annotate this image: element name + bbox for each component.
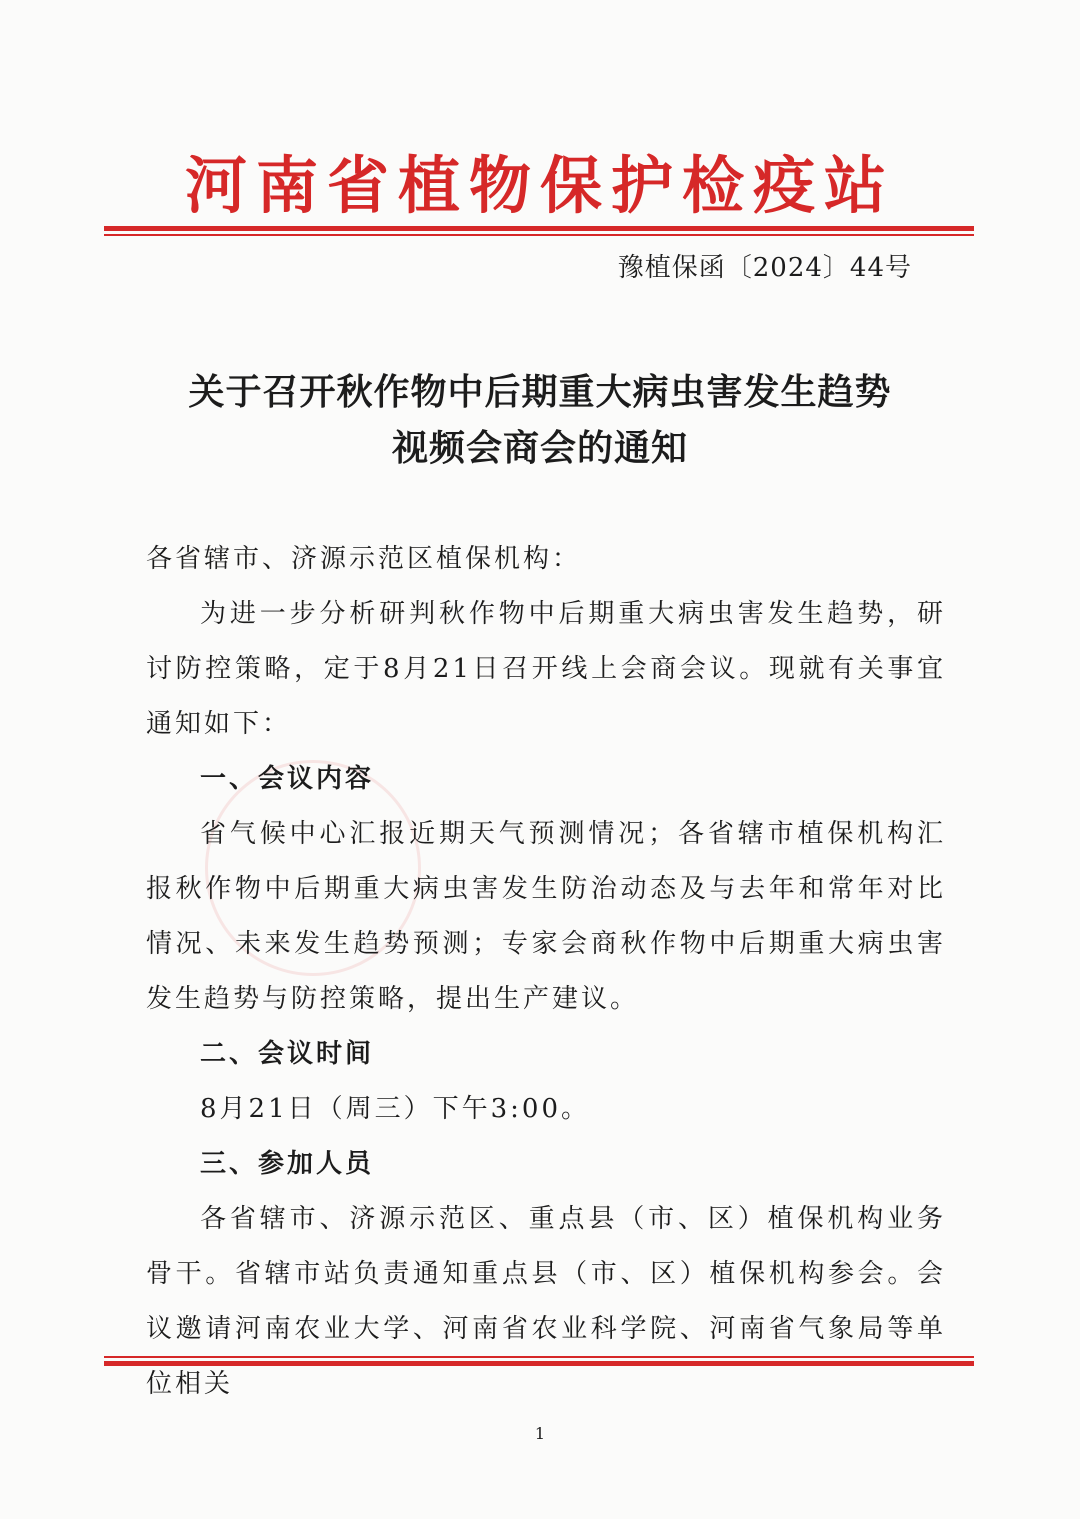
- section-heading-content: 一、会议内容: [200, 764, 375, 794]
- section-text-participants: 各省辖市、济源示范区、重点县（市、区）植保机构业务骨干。省辖市站负责通知重点县（市、区）植保机构参会。会议邀请河南农业大学、河南省农业科学院、河南省气象局等单位相关: [146, 1204, 946, 1399]
- page-number: 1: [534, 1424, 546, 1443]
- document-title-line-2: 视频会商会的通知: [391, 427, 688, 469]
- document-title-line-1: 关于召开秋作物中后期重大病虫害发生趋势: [188, 371, 892, 413]
- document-title: [100, 364, 980, 476]
- header-red-rule-thin: [104, 234, 974, 236]
- header-red-rule-thick: [104, 226, 974, 231]
- salutation: 各省辖市、济源示范区植保机构：: [146, 544, 582, 574]
- intro-paragraph: 为进一步分析研判秋作物中后期重大病虫害发生趋势，研讨防控策略，定于8月21日召开线上会商会议。现就有关事宜通知如下：: [146, 599, 946, 739]
- section-heading-time: 二、会议时间: [200, 1039, 375, 1069]
- footer-red-rule-thick: [104, 1361, 974, 1366]
- document-body: [146, 532, 946, 1412]
- footer-red-rule-thin: [104, 1356, 974, 1358]
- issuing-organization: 河南省植物保护检疫站: [184, 149, 895, 222]
- section-heading-participants: 三、参加人员: [200, 1149, 375, 1179]
- document-number: 豫植保函〔2024〕44号: [617, 253, 912, 283]
- section-text-content: 省气候中心汇报近期天气预测情况；各省辖市植保机构汇报秋作物中后期重大病虫害发生防治动态及与去年和常年对比情况、未来发生趋势预测；专家会商秋作物中后期重大病虫害发生趋势与防控策略，提出生产建议。: [146, 819, 946, 1014]
- section-text-time: 8月21日（周三）下午3:00。: [200, 1094, 591, 1124]
